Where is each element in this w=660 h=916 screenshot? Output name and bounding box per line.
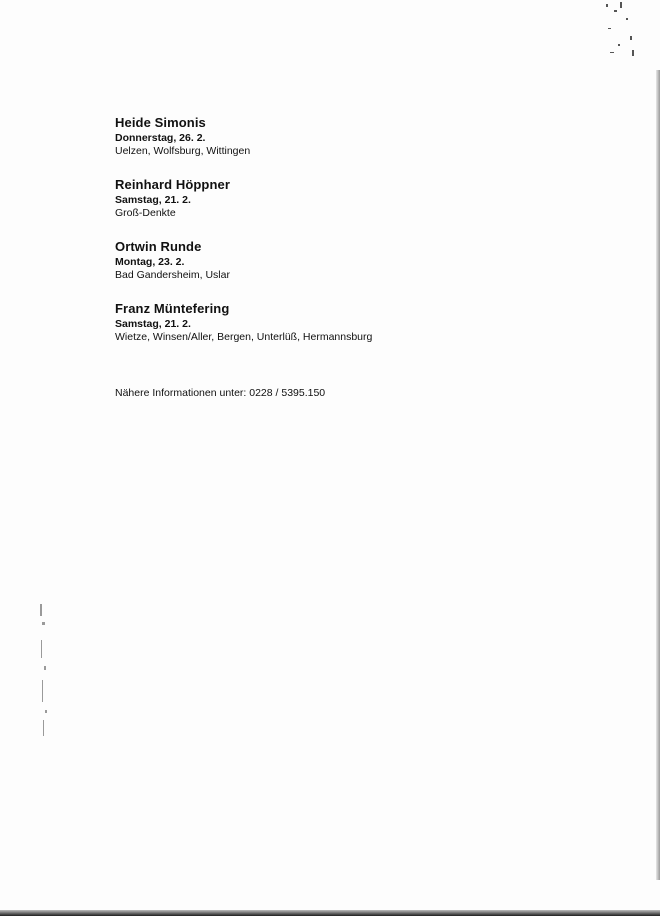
- event-date: Samstag, 21. 2.: [115, 318, 191, 330]
- scan-left-specks: [36, 600, 50, 740]
- speaker-name: Ortwin Runde: [115, 239, 202, 254]
- speaker-name: Heide Simonis: [115, 115, 206, 130]
- scan-corner-marks: [600, 0, 638, 62]
- entry-heide-simonis: [115, 115, 535, 158]
- contact-info: Nähere Informationen unter: 0228 / 5395.150: [115, 387, 326, 399]
- event-date: Montag, 23. 2.: [115, 256, 185, 268]
- event-places: Wietze, Winsen/Aller, Bergen, Unterlüß, Hermannsburg: [115, 331, 373, 343]
- entry-ortwin-runde: [115, 239, 535, 282]
- scan-bottom-edge: [0, 910, 660, 916]
- scan-right-edge: [656, 70, 660, 880]
- entry-reinhard-hoeppner: [115, 177, 535, 220]
- speaker-name: Reinhard Höppner: [115, 177, 230, 192]
- event-places: Groß-Denkte: [115, 207, 176, 219]
- appointment-list: [115, 115, 535, 344]
- event-places: Bad Gandersheim, Uslar: [115, 269, 230, 281]
- speaker-name: Franz Müntefering: [115, 301, 230, 316]
- entry-franz-muentefering: [115, 301, 535, 344]
- event-places: Uelzen, Wolfsburg, Wittingen: [115, 145, 251, 157]
- event-date: Donnerstag, 26. 2.: [115, 132, 206, 144]
- event-date: Samstag, 21. 2.: [115, 194, 191, 206]
